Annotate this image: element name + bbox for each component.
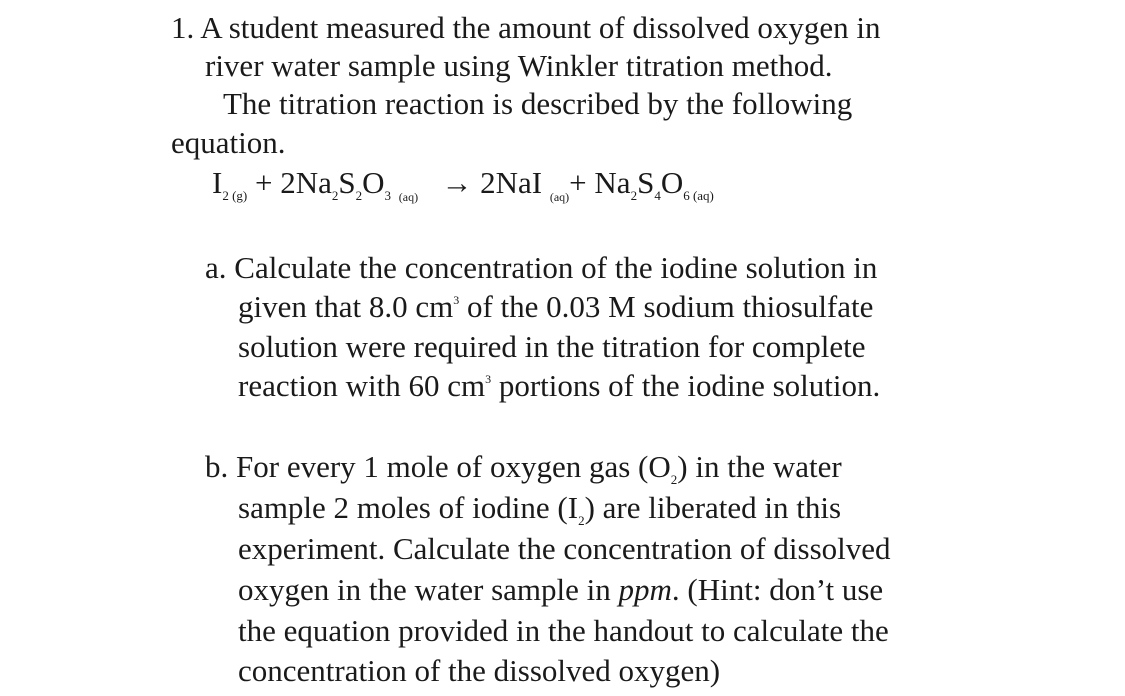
part-b-line-1: b. For every 1 mole of oxygen gas $(O_2)$ in the water xyxy=(205,449,842,487)
part-a-line-3: solution were required in the titration for complete xyxy=(238,329,866,364)
part-a-line-2: given that 8.0 $cm^3$ of the 0.03 M sodium thiosulfate xyxy=(238,289,874,324)
intro-text-1: A student measured the amount of dissolved oxygen in xyxy=(200,10,881,45)
titration-equation: $I_{2 (g)} + 2Na_2S_2O_3$ $_{(aq)}$ → 2NaI $_{(aq)}+ Na_2S_4O_{6 (aq)}$ xyxy=(212,165,714,204)
part-b-label: b. xyxy=(205,449,229,484)
part-b-line-6: concentration of the dissolved oxygen) xyxy=(238,653,721,688)
eq-phase-2: (aq) xyxy=(549,190,570,204)
question-intro-line-2: river water sample using Winkler titration method. xyxy=(205,48,833,83)
eq-product-1: 2NaI xyxy=(480,165,543,200)
part-b-line-2: sample 2 moles of iodine $(I_2)$ are liberated in this xyxy=(238,490,842,528)
question-intro-line-4: equation. xyxy=(171,125,286,160)
part-a-line-1: a. Calculate the concentration of the iodine solution in xyxy=(205,250,878,285)
eq-plus-1: + 2Na xyxy=(255,165,332,200)
part-b-line-5: the equation provided in the handout to calculate the xyxy=(238,613,889,648)
part-b-line-4: oxygen in the water sample in ppm. (Hint: don’t use xyxy=(238,572,884,607)
question-number: 1. xyxy=(171,10,195,45)
eq-phase-1: (aq) xyxy=(398,190,419,204)
question-intro-line-3: The titration reaction is described by the following xyxy=(223,86,853,121)
part-a-label: a. xyxy=(205,250,227,285)
question-intro-line-1 xyxy=(171,12,880,43)
eq-iodine: I xyxy=(212,165,223,200)
eq-arrow: → xyxy=(441,165,473,200)
eq-plus-2: + Na xyxy=(569,165,631,200)
part-a-line-4: reaction with 60 $cm^3$ portions of the iodine solution. xyxy=(238,368,881,403)
eq-iodine-sub: 2 (g) xyxy=(222,188,248,203)
part-b-line-3: experiment. Calculate the concentration of dissolved xyxy=(238,531,891,566)
